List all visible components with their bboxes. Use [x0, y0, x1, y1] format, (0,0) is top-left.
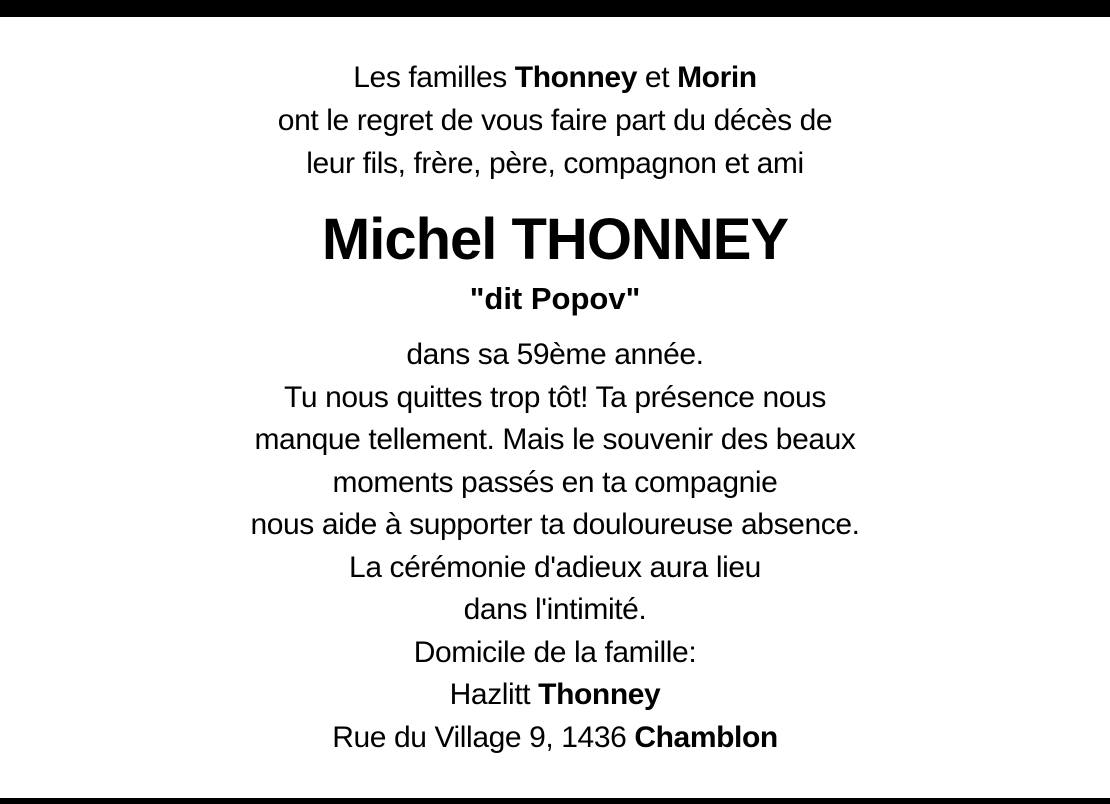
- contact-first-name: Hazlitt: [449, 678, 539, 711]
- top-border-rule: [0, 0, 1110, 17]
- address-line: [0, 717, 1110, 760]
- announcement-line: ont le regret de vous faire part du décès de: [277, 104, 833, 137]
- family-name-thonney: Thonney: [514, 61, 637, 94]
- message-line: manque tellement. Mais le souvenir des beaux: [254, 423, 856, 456]
- deceased-nickname: "dit Popov": [469, 281, 641, 316]
- families-line: [0, 56, 1110, 99]
- obituary-notice: [0, 56, 1110, 759]
- families-prefix: Les familles: [353, 61, 515, 94]
- domicile-label: Domicile de la famille:: [413, 635, 697, 669]
- bottom-border-rule: [0, 798, 1110, 804]
- ceremony-line: La cérémonie d'adieux aura lieu: [349, 550, 761, 584]
- contact-line: [0, 674, 1110, 717]
- deceased-name: Michel THONNEY: [321, 207, 789, 272]
- street-address: Rue du Village 9, 1436: [332, 720, 635, 754]
- contact-last-name: Thonney: [538, 678, 661, 711]
- message-line: Tu nous quittes trop tôt! Ta présence nous: [284, 380, 826, 414]
- relationship-line: leur fils, frère, père, compagnon et ami: [306, 147, 804, 180]
- message-line: nous aide à supporter ta douloureuse absence.: [250, 508, 860, 541]
- town-name: Chamblon: [634, 720, 778, 754]
- message-line: moments passés en ta compagnie: [332, 465, 778, 499]
- ceremony-line: dans l'intimité.: [463, 593, 647, 626]
- age-line: dans sa 59ème année.: [406, 338, 704, 371]
- family-name-morin: Morin: [677, 61, 757, 94]
- families-conjunction: et: [636, 61, 678, 94]
- message-block: [0, 334, 1110, 759]
